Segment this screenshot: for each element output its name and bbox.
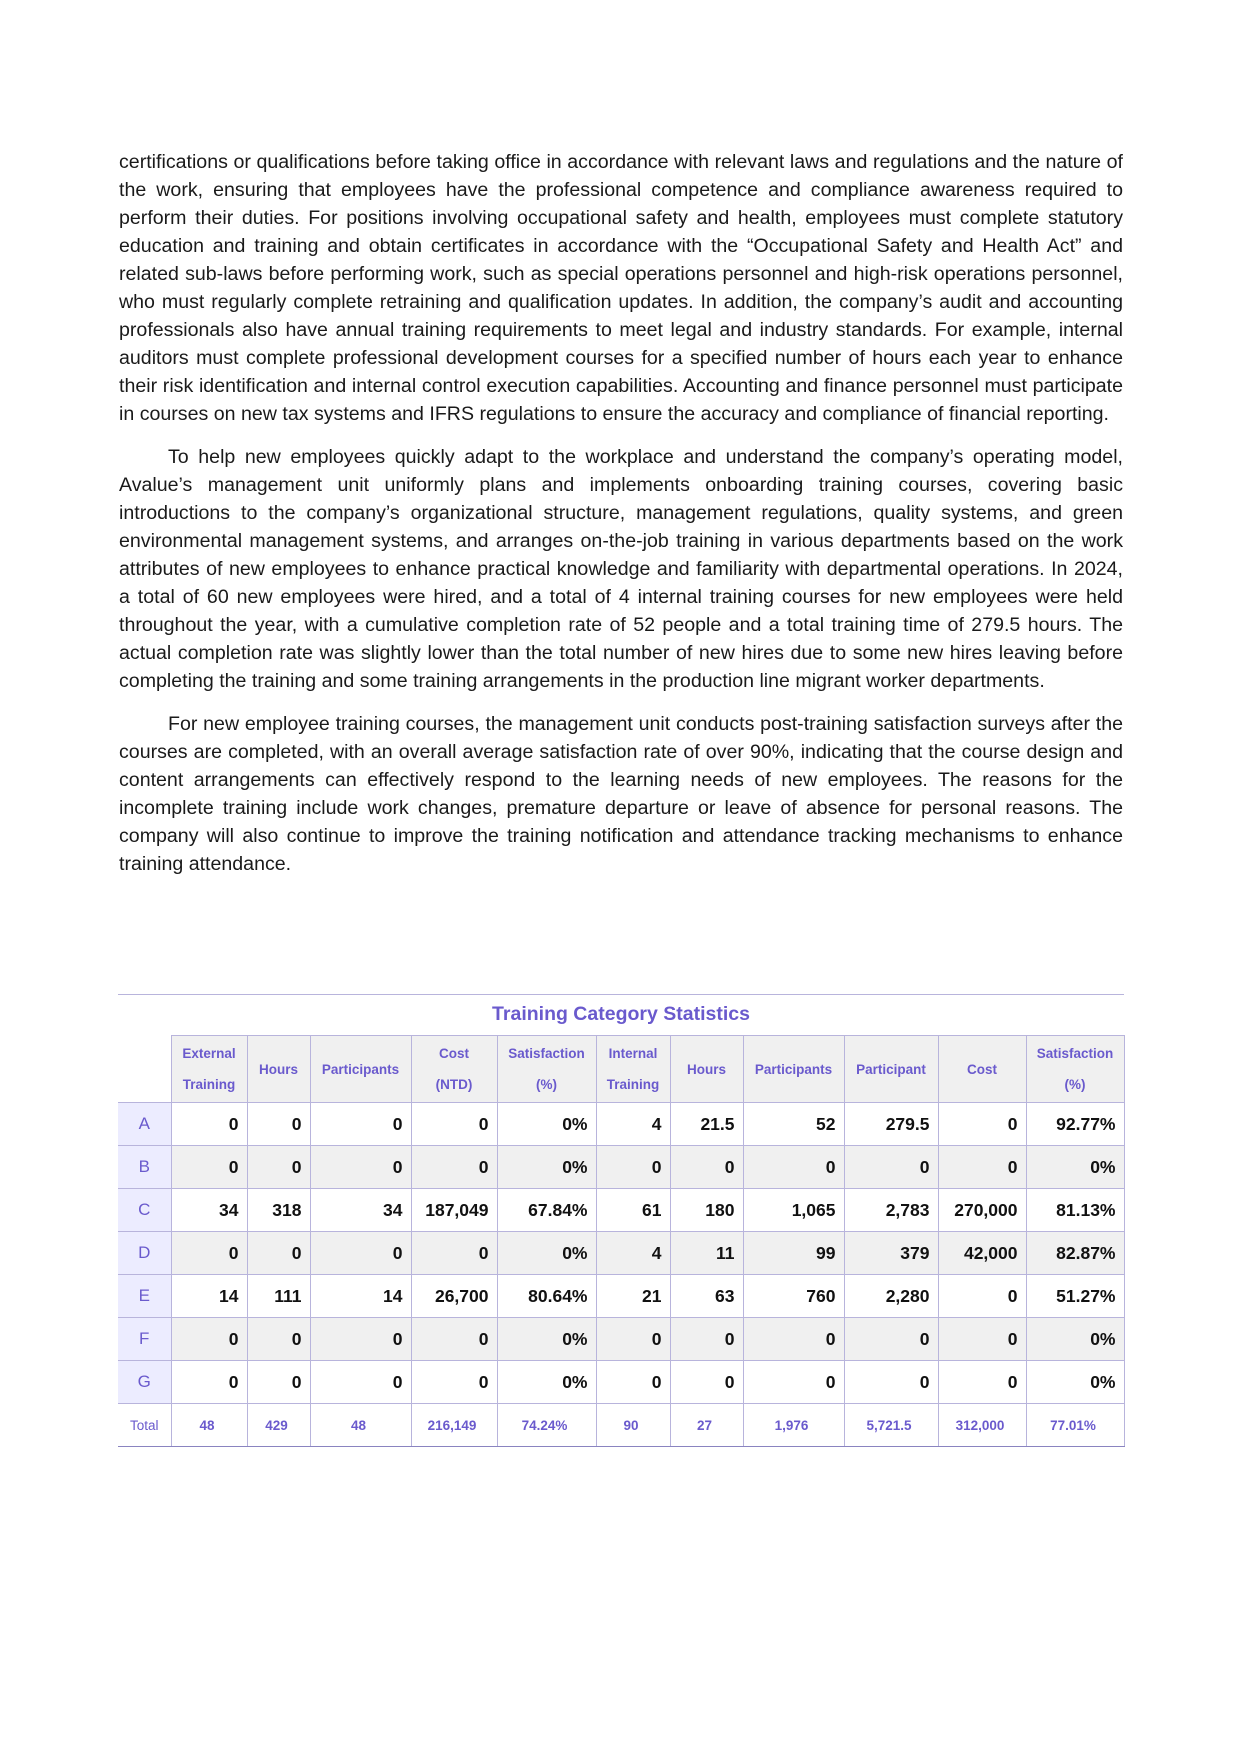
table-cell: 0 <box>310 1318 411 1361</box>
header-line: External <box>182 1046 236 1061</box>
table-cell: 0 <box>310 1232 411 1275</box>
table-row <box>118 1146 1124 1189</box>
table-row <box>118 1275 1124 1318</box>
row-label: G <box>118 1361 171 1404</box>
table-cell: 14 <box>310 1275 411 1318</box>
training-statistics-table-container <box>118 994 1124 1447</box>
table-cell: 4 <box>596 1232 670 1275</box>
header-internal-participants: Participants <box>743 1036 844 1103</box>
table-cell: 0% <box>497 1232 596 1275</box>
paragraph: certifications or qualifications before taking office in accordance with relevant laws and regulations and the nature of the work, ensuring that employees have the professional competence and compliance awareness required to perform their duties. For positions involving occupational safety and health, employees must complete statutory education and training and obtain certificates in accordance with the “Occupational Safety and Health Act” and related sub-laws before performing work, such as special operations personnel and high-risk operations personnel, who must regularly complete retraining and qualification updates. In addition, the company’s audit and accounting professionals also have annual training requirements to meet legal and industry standards. For example, internal auditors must complete professional development courses for a specified number of hours each year to enhance their risk identification and internal control execution capabilities. Accounting and finance personnel must participate in courses on new tax systems and IFRS regulations to ensure the accuracy and compliance of financial reporting. <box>119 151 1123 425</box>
header-line: Satisfaction <box>508 1046 585 1061</box>
total-cell: 90 <box>596 1404 670 1447</box>
table-cell: 111 <box>247 1275 310 1318</box>
table-cell: 0 <box>938 1275 1026 1318</box>
table-cell: 0 <box>670 1146 743 1189</box>
table-cell: 0 <box>247 1103 310 1146</box>
table-cell: 0 <box>938 1146 1026 1189</box>
table-cell: 0 <box>411 1318 497 1361</box>
table-cell: 0 <box>411 1361 497 1404</box>
row-label: C <box>118 1189 171 1232</box>
table-cell: 0 <box>938 1103 1026 1146</box>
table-cell: 63 <box>670 1275 743 1318</box>
table-row <box>118 1318 1124 1361</box>
row-label: E <box>118 1275 171 1318</box>
table-cell: 2,280 <box>844 1275 938 1318</box>
table-cell: 0 <box>844 1146 938 1189</box>
table-row <box>118 1361 1124 1404</box>
header-external-training <box>171 1036 247 1103</box>
header-external-satisfaction <box>497 1036 596 1103</box>
table-cell: 0 <box>938 1318 1026 1361</box>
header-external-participants: Participants <box>310 1036 411 1103</box>
row-label: F <box>118 1318 171 1361</box>
total-cell: 429 <box>247 1404 310 1447</box>
total-cell: 74.24% <box>497 1404 596 1447</box>
table-cell: 0 <box>171 1318 247 1361</box>
table-cell: 34 <box>310 1189 411 1232</box>
table-cell: 379 <box>844 1232 938 1275</box>
table-cell: 0 <box>670 1318 743 1361</box>
total-cell: 312,000 <box>938 1404 1026 1447</box>
header-line: Training <box>606 1077 660 1092</box>
table-cell: 26,700 <box>411 1275 497 1318</box>
table-row <box>118 1189 1124 1232</box>
table-cell: 21 <box>596 1275 670 1318</box>
total-cell: 27 <box>670 1404 743 1447</box>
table-cell: 0 <box>596 1146 670 1189</box>
header-line: (%) <box>1064 1077 1086 1092</box>
header-external-hours: Hours <box>247 1036 310 1103</box>
table-cell: 318 <box>247 1189 310 1232</box>
table-cell: 1,065 <box>743 1189 844 1232</box>
table-cell: 0 <box>310 1103 411 1146</box>
table-cell: 180 <box>670 1189 743 1232</box>
row-label: A <box>118 1103 171 1146</box>
header-internal-cost: Cost <box>938 1036 1026 1103</box>
table-cell: 61 <box>596 1189 670 1232</box>
table-cell: 279.5 <box>844 1103 938 1146</box>
row-label: D <box>118 1232 171 1275</box>
total-cell: 48 <box>310 1404 411 1447</box>
table-cell: 0 <box>310 1361 411 1404</box>
table-cell: 67.84% <box>497 1189 596 1232</box>
table-cell: 92.77% <box>1026 1103 1124 1146</box>
table-cell: 0% <box>497 1318 596 1361</box>
header-line: Internal <box>608 1046 658 1061</box>
table-header-row <box>118 1036 1124 1103</box>
total-label: Total <box>118 1404 171 1447</box>
table-cell: 0 <box>171 1146 247 1189</box>
table-cell: 0 <box>411 1103 497 1146</box>
table-cell: 21.5 <box>670 1103 743 1146</box>
document-body <box>119 148 1123 893</box>
header-line: Training <box>182 1077 236 1092</box>
table-cell: 0 <box>743 1146 844 1189</box>
table-row <box>118 1103 1124 1146</box>
table-cell: 0 <box>171 1361 247 1404</box>
header-line: Cost <box>439 1046 469 1061</box>
row-label: B <box>118 1146 171 1189</box>
header-external-cost <box>411 1036 497 1103</box>
table-cell: 52 <box>743 1103 844 1146</box>
table-cell: 0 <box>411 1146 497 1189</box>
header-internal-participant: Participant <box>844 1036 938 1103</box>
header-internal-training <box>596 1036 670 1103</box>
paragraph: To help new employees quickly adapt to the workplace and understand the company’s operating model, Avalue’s management unit uniformly plans and implements onboarding training courses, covering basic introductions to the company’s organizational structure, management regulations, quality systems, and green environmental management systems, and arranges on-the-job training in various departments based on the work attributes of new employees to enhance practical knowledge and familiarity with departmental operations. In 2024, a total of 60 new employees were hired, and a total of 4 internal training courses for new employees were held throughout the year, with a cumulative completion rate of 52 people and a total training time of 279.5 hours. The actual completion rate was slightly lower than the total number of new hires due to some new hires leaving before completing the training and some training arrangements in the production line migrant worker departments. <box>119 446 1123 692</box>
training-statistics-table <box>118 1035 1125 1447</box>
table-cell: 51.27% <box>1026 1275 1124 1318</box>
table-cell: 187,049 <box>411 1189 497 1232</box>
table-cell: 760 <box>743 1275 844 1318</box>
header-line: Satisfaction <box>1036 1046 1114 1061</box>
total-cell: 77.01% <box>1026 1404 1124 1447</box>
table-cell: 4 <box>596 1103 670 1146</box>
table-cell: 0 <box>247 1232 310 1275</box>
table-cell: 0 <box>247 1146 310 1189</box>
table-cell: 34 <box>171 1189 247 1232</box>
total-cell: 216,149 <box>411 1404 497 1447</box>
header-internal-satisfaction <box>1026 1036 1124 1103</box>
total-cell: 1,976 <box>743 1404 844 1447</box>
header-corner <box>118 1036 171 1103</box>
header-line: (NTD) <box>435 1077 473 1092</box>
table-cell: 0 <box>596 1318 670 1361</box>
table-cell: 270,000 <box>938 1189 1026 1232</box>
total-cell: 5,721.5 <box>844 1404 938 1447</box>
table-cell: 0 <box>743 1318 844 1361</box>
table-cell: 0% <box>1026 1361 1124 1404</box>
table-row <box>118 1232 1124 1275</box>
header-internal-hours: Hours <box>670 1036 743 1103</box>
total-cell: 48 <box>171 1404 247 1447</box>
table-cell: 0 <box>938 1361 1026 1404</box>
table-cell: 0 <box>171 1103 247 1146</box>
table-cell: 0% <box>497 1146 596 1189</box>
table-cell: 0 <box>310 1146 411 1189</box>
header-line: (%) <box>536 1077 557 1092</box>
table-cell: 0 <box>844 1361 938 1404</box>
table-body <box>118 1103 1124 1447</box>
table-cell: 99 <box>743 1232 844 1275</box>
total-row <box>118 1404 1124 1447</box>
table-cell: 0% <box>497 1103 596 1146</box>
table-cell: 80.64% <box>497 1275 596 1318</box>
table-title: Training Category Statistics <box>118 994 1124 1035</box>
paragraph: For new employee training courses, the management unit conducts post-training satisfaction surveys after the courses are completed, with an overall average satisfaction rate of over 90%, indicating that the course design and content arrangements can effectively respond to the learning needs of new employees. The reasons for the incomplete training include work changes, premature departure or leave of absence for personal reasons. The company will also continue to improve the training notification and attendance tracking mechanisms to enhance training attendance. <box>119 713 1123 875</box>
table-cell: 0 <box>247 1318 310 1361</box>
table-cell: 0 <box>743 1361 844 1404</box>
table-cell: 42,000 <box>938 1232 1026 1275</box>
table-cell: 11 <box>670 1232 743 1275</box>
table-cell: 0 <box>596 1361 670 1404</box>
table-cell: 0% <box>1026 1318 1124 1361</box>
table-cell: 82.87% <box>1026 1232 1124 1275</box>
table-cell: 0 <box>844 1318 938 1361</box>
table-cell: 81.13% <box>1026 1189 1124 1232</box>
table-cell: 2,783 <box>844 1189 938 1232</box>
table-cell: 0% <box>497 1361 596 1404</box>
table-cell: 0 <box>670 1361 743 1404</box>
table-cell: 0 <box>247 1361 310 1404</box>
table-cell: 0 <box>411 1232 497 1275</box>
table-cell: 14 <box>171 1275 247 1318</box>
table-cell: 0 <box>171 1232 247 1275</box>
table-cell: 0% <box>1026 1146 1124 1189</box>
